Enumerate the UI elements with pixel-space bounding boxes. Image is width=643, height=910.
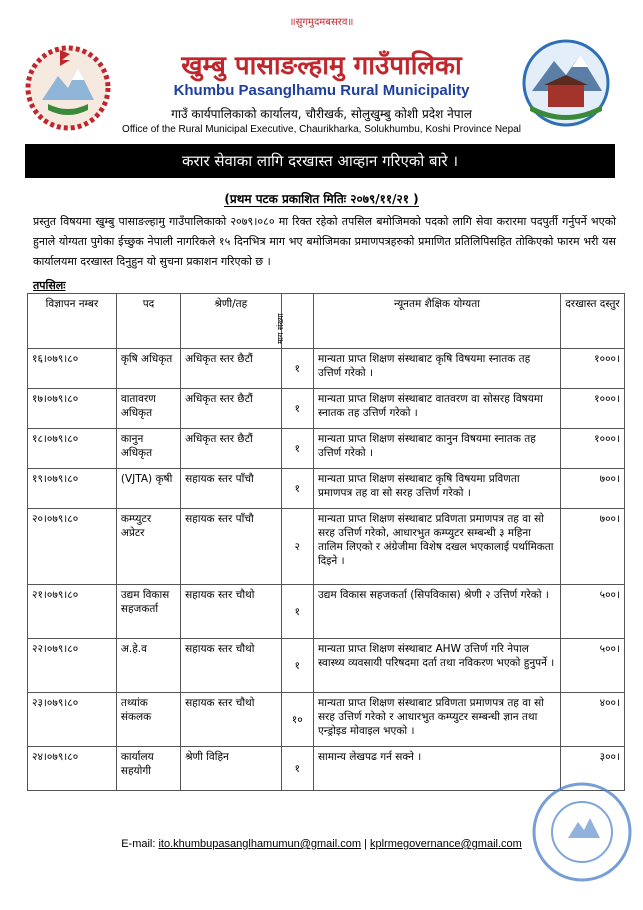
header-post: पद (116, 294, 180, 349)
municipality-title-nepali: खुम्बु पासाङल्हामु गाउँपालिका (181, 51, 462, 81)
ad-number: २०।०७९।८० (28, 509, 117, 585)
email-link-2[interactable]: kplrmegovernance@gmail.com (370, 838, 522, 850)
email-separator: | (364, 838, 367, 850)
header-motto: ॥सुगमुदमबसरव॥ (289, 17, 354, 28)
vacancy-table (27, 293, 625, 791)
ad-number: २३।०७९।८० (28, 693, 117, 747)
municipality-logo (520, 35, 612, 131)
qualification: मान्यता प्राप्त शिक्षण संस्थाबाट कानुन विषयमा स्नातक तह उत्तिर्ण गरेको । (313, 429, 560, 469)
office-address-nepali: गाउँ कार्यपालिकाको कार्यालय, चौरीखर्क, सोलुखुम्बु कोशी प्रदेश नेपाल (171, 107, 472, 121)
post: कानुन अधिकृत (116, 429, 180, 469)
post: उद्यम विकास सहजकर्ता (116, 585, 180, 639)
ad-number: १६।०७९।८० (28, 349, 117, 389)
header-demand (275, 294, 313, 349)
qualification: मान्यता प्राप्त शिक्षण संस्थाबाट कृषि विषयमा प्रविणता प्रमाणपत्र तह वा सो सरह उत्तिर्ण गरेको । (313, 469, 560, 509)
demand: १० (281, 693, 313, 747)
level: सहायक स्तर चौथो (181, 585, 281, 639)
post: (VJTA) कृषी (116, 469, 180, 509)
post: कम्प्युटर अप्रेटर (116, 509, 180, 585)
header-fee: दरखास्त दस्तुर (560, 294, 624, 349)
table-row (28, 349, 625, 389)
post: कार्यालय सहयोगी (116, 747, 180, 791)
table-row (28, 389, 625, 429)
fee: ३००। (560, 747, 624, 791)
table-row (28, 639, 625, 693)
fee: ७००। (560, 509, 624, 585)
fee: ५००। (560, 639, 624, 693)
post: कृषि अधिकृत (116, 349, 180, 389)
fee: १०००। (560, 389, 624, 429)
publication-date-text: (प्रथम पटक प्रकाशित मितिः २०७९/११/२१ ) (224, 192, 419, 206)
post: तथ्यांक संकलक (116, 693, 180, 747)
fee: ४००। (560, 693, 624, 747)
header-level: श्रेणी/तह (181, 294, 281, 349)
demand: १ (281, 639, 313, 693)
email-label: E-mail: (121, 838, 156, 850)
level: सहायक स्तर चौथो (181, 693, 281, 747)
demand: १ (281, 389, 313, 429)
post: वातावरण अधिकृत (116, 389, 180, 429)
table-row (28, 693, 625, 747)
email-link-1[interactable]: ito.khumbupasanglhamumun@gmail.com (158, 838, 362, 850)
level: अधिकृत स्तर छैटौं (181, 389, 281, 429)
level: सहायक स्तर पाँचौ (181, 509, 281, 585)
fee: १०००। (560, 429, 624, 469)
level: अधिकृत स्तर छैटौं (181, 429, 281, 469)
demand: १ (281, 747, 313, 791)
ad-number: १७।०७९।८० (28, 389, 117, 429)
publication-date (0, 190, 643, 207)
level: सहायक स्तर पाँचौ (181, 469, 281, 509)
fee: ५००। (560, 585, 624, 639)
municipality-title-english: Khumbu Pasanglhamu Rural Municipality (173, 82, 470, 99)
table-row (28, 469, 625, 509)
demand: १ (281, 469, 313, 509)
footer-email (0, 838, 643, 850)
ad-number: २१।०७९।८० (28, 585, 117, 639)
tapsil-label: तपसिलः (33, 279, 66, 292)
table-row (28, 509, 625, 585)
header-ad-number: विज्ञापन नम्बर (28, 294, 117, 349)
qualification: मान्यता प्राप्त शिक्षण संस्थाबाट प्रविणता प्रमाणपत्र तह वा सो सरह उत्तिर्ण गरेको, आधारभुत कम्प्युटर सम्बन्धी ३ महिना तालिम लिएको र अंग्रेजीमा विशेष दखल भएकालाई पर्थामिकता दिइने । (313, 509, 560, 585)
intro-paragraph: प्रस्तुत विषयमा खुम्बु पासाङल्हामु गाउँपालिकाको २०७९।०८० मा रिक्त रहेको तपसिल बमोजिमको पदको लागि सेवा करारमा पदपुर्ती गर्नुपर्ने भएको हुनाले योग्यता पुगेका ईच्छुक नेपाली नागरिकले १५ दिनभित्र माग भए बमोजिमका प्रमाणपत्रहरुको प्रमाणित प्रतिलिपिसहित तोकिएको फारम भरी यस कार्यालयमा दरखास्त दिनुहुन यो सुचना प्रकाशन गरिएको छ । (33, 215, 616, 268)
qualification: मान्यता प्राप्त शिक्षण संस्थाबाट वातवरण वा सोसरह विषयमा स्नातक तह उत्तिर्ण गरेको । (313, 389, 560, 429)
level: अधिकृत स्तर छैटौं (181, 349, 281, 389)
demand: १ (281, 429, 313, 469)
office-stamp (528, 778, 636, 886)
office-address-english: Office of the Rural Municipal Executive, Chaurikharka, Solukhumbu, Koshi Province Nepal (122, 124, 521, 135)
qualification: मान्यता प्राप्त शिक्षण संस्थाबाट AHW उत्तिर्ण गरि नेपाल स्वास्थ्य व्यवसायी परिषदमा दर्ता तथा नविकरण भएको हुनुपर्ने । (313, 639, 560, 693)
table-row (28, 585, 625, 639)
qualification: मान्यता प्राप्त शिक्षण संस्थाबाट प्रविणता प्रमाणपत्र तह वा सो सरह उत्तिर्ण गरेको र आधारभुत कम्प्युटर सम्बन्धी ज्ञान तथा एन्ड्रोइड मोवाइल भएको । (313, 693, 560, 747)
table-header-row (28, 294, 625, 349)
notice-title-bar: करार सेवाका लागि दरखास्त आव्हान गरिएको बारे । (25, 144, 615, 178)
post: अ.हे.व (116, 639, 180, 693)
fee: ७००। (560, 469, 624, 509)
header-qualification: न्यूनतम शैक्षिक योग्यता (313, 294, 560, 349)
ad-number: २४।०७९।८० (28, 747, 117, 791)
qualification: उद्यम विकास सहजकर्ता (सिपविकास) श्रेणी २ उत्तिर्ण गरेको । (313, 585, 560, 639)
demand: २ (281, 509, 313, 585)
ad-number: १८।०७९।८० (28, 429, 117, 469)
table-row (28, 429, 625, 469)
level: श्रेणी विहिन (181, 747, 281, 791)
qualification: सामान्य लेखपढ गर्न सक्ने । (313, 747, 560, 791)
ad-number: १९।०७९।८० (28, 469, 117, 509)
level: सहायक स्तर चौथो (181, 639, 281, 693)
fee: १०००। (560, 349, 624, 389)
qualification: मान्यता प्राप्त शिक्षण संस्थाबाट कृषि विषयमा स्नातक तह उत्तिर्ण गरेको । (313, 349, 560, 389)
demand: १ (281, 585, 313, 639)
header-demand-text: माग संख्या (275, 313, 285, 344)
demand: १ (281, 349, 313, 389)
ad-number: २२।०७९।८० (28, 639, 117, 693)
